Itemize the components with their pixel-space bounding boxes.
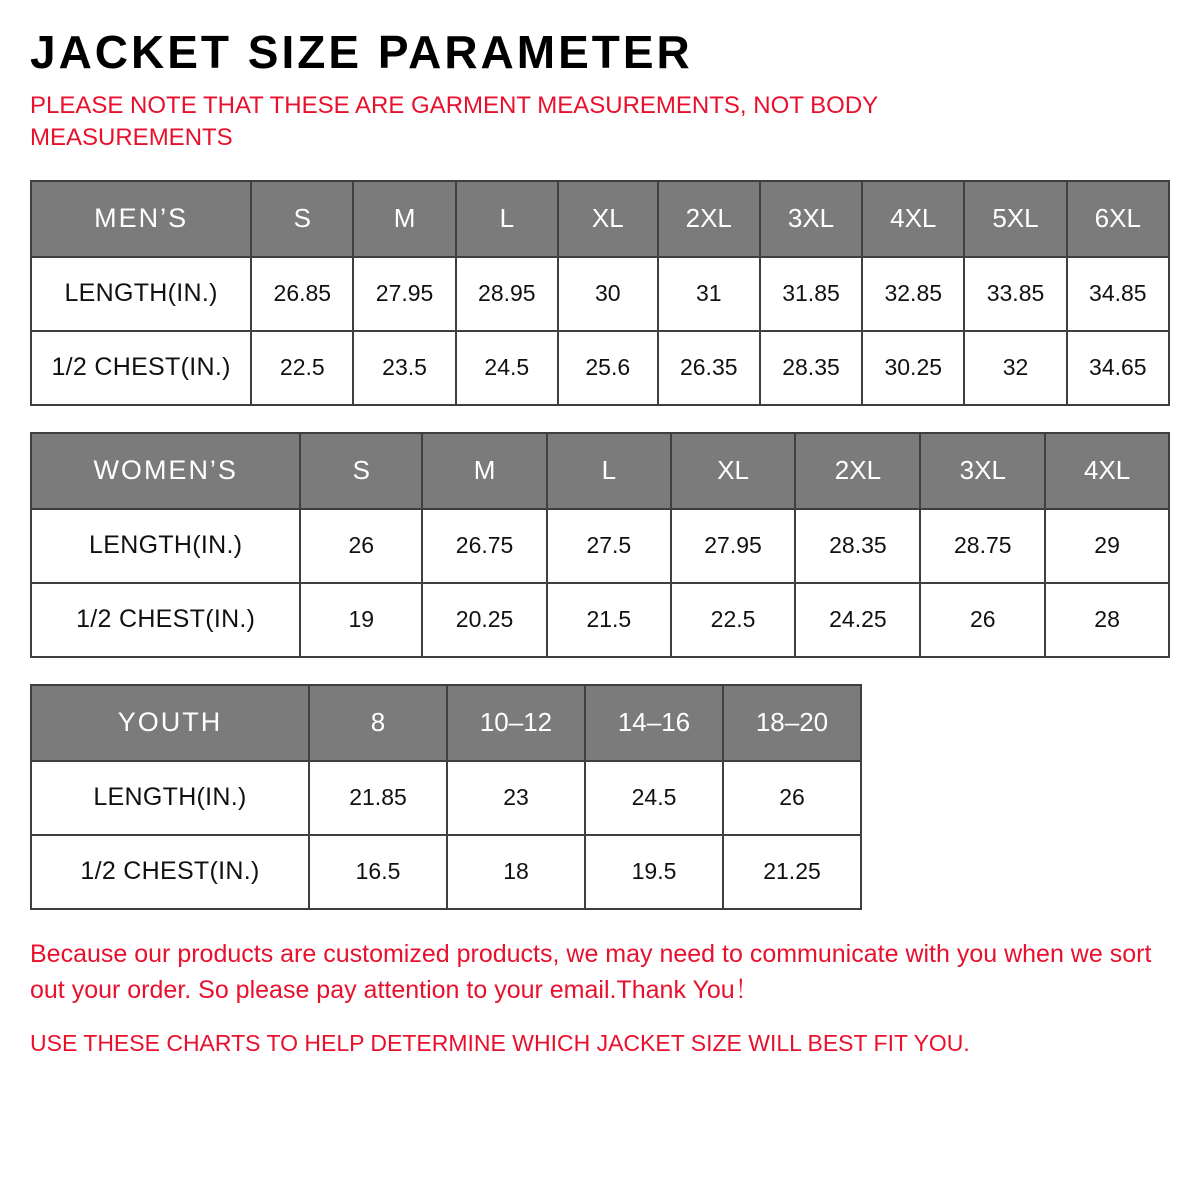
youth-cell: 21.85: [309, 761, 447, 835]
mens-cell: 33.85: [964, 257, 1066, 331]
table-row: [31, 331, 1169, 405]
womens-size-table: [30, 432, 1170, 658]
youth-size-header: 18–20: [723, 685, 861, 761]
youth-size-table: [30, 684, 862, 910]
youth-row-label: LENGTH(IN.): [31, 761, 309, 835]
womens-cell: 22.5: [671, 583, 796, 657]
womens-cell: 26: [920, 583, 1045, 657]
mens-size-header: 2XL: [658, 181, 760, 257]
mens-size-header: M: [353, 181, 455, 257]
mens-size-header: L: [456, 181, 558, 257]
table-header-row: [31, 685, 861, 761]
table-row: [31, 761, 861, 835]
mens-cell: 32: [964, 331, 1066, 405]
youth-row-label: 1/2 CHEST(IN.): [31, 835, 309, 909]
womens-size-header: S: [300, 433, 422, 509]
table-row: [31, 583, 1169, 657]
mens-size-header: 4XL: [862, 181, 964, 257]
table-row: [31, 835, 861, 909]
womens-cell: 26: [300, 509, 422, 583]
mens-size-header: XL: [558, 181, 658, 257]
womens-cell: 27.5: [547, 509, 671, 583]
mens-size-header: 6XL: [1067, 181, 1169, 257]
womens-cell: 19: [300, 583, 422, 657]
table-row: [31, 257, 1169, 331]
mens-size-header: 3XL: [760, 181, 862, 257]
mens-cell: 24.5: [456, 331, 558, 405]
womens-row-label: 1/2 CHEST(IN.): [31, 583, 300, 657]
table-header-row: [31, 181, 1169, 257]
womens-size-header: 4XL: [1045, 433, 1169, 509]
mens-cell: 25.6: [558, 331, 658, 405]
footer-chart-usage-note: USE THESE CHARTS TO HELP DETERMINE WHICH JACKET SIZE WILL BEST FIT YOU.: [30, 1030, 970, 1057]
womens-size-header: L: [547, 433, 671, 509]
table-row: [31, 509, 1169, 583]
table-header-row: [31, 433, 1169, 509]
mens-row-label: 1/2 CHEST(IN.): [31, 331, 251, 405]
youth-size-header: 8: [309, 685, 447, 761]
mens-cell: 22.5: [251, 331, 353, 405]
mens-cell: 27.95: [353, 257, 455, 331]
mens-cell: 23.5: [353, 331, 455, 405]
youth-cell: 19.5: [585, 835, 723, 909]
mens-cell: 28.95: [456, 257, 558, 331]
womens-cell: 21.5: [547, 583, 671, 657]
mens-cell: 34.65: [1067, 331, 1169, 405]
youth-cell: 21.25: [723, 835, 861, 909]
mens-corner-label: MEN’S: [31, 181, 251, 257]
mens-cell: 34.85: [1067, 257, 1169, 331]
mens-cell: 30.25: [862, 331, 964, 405]
womens-corner-label: WOMEN’S: [31, 433, 300, 509]
womens-cell: 28.35: [795, 509, 920, 583]
womens-size-header: 3XL: [920, 433, 1045, 509]
womens-row-label: LENGTH(IN.): [31, 509, 300, 583]
youth-size-header: 14–16: [585, 685, 723, 761]
youth-corner-label: YOUTH: [31, 685, 309, 761]
mens-cell: 32.85: [862, 257, 964, 331]
mens-size-header: 5XL: [964, 181, 1066, 257]
measurement-note: PLEASE NOTE THAT THESE ARE GARMENT MEASUREMENTS, NOT BODY MEASUREMENTS: [30, 92, 878, 151]
mens-size-header: S: [251, 181, 353, 257]
womens-size-header: 2XL: [795, 433, 920, 509]
page-title: JACKET SIZE PARAMETER: [30, 26, 693, 78]
mens-cell: 26.85: [251, 257, 353, 331]
womens-cell: 26.75: [422, 509, 547, 583]
womens-cell: 28.75: [920, 509, 1045, 583]
youth-cell: 23: [447, 761, 585, 835]
mens-cell: 31.85: [760, 257, 862, 331]
mens-cell: 26.35: [658, 331, 760, 405]
youth-cell: 16.5: [309, 835, 447, 909]
youth-cell: 26: [723, 761, 861, 835]
youth-size-header: 10–12: [447, 685, 585, 761]
womens-cell: 28: [1045, 583, 1169, 657]
womens-cell: 27.95: [671, 509, 796, 583]
womens-cell: 20.25: [422, 583, 547, 657]
mens-cell: 30: [558, 257, 658, 331]
youth-cell: 24.5: [585, 761, 723, 835]
womens-size-header: XL: [671, 433, 796, 509]
womens-cell: 24.25: [795, 583, 920, 657]
mens-row-label: LENGTH(IN.): [31, 257, 251, 331]
womens-size-header: M: [422, 433, 547, 509]
mens-cell: 28.35: [760, 331, 862, 405]
footer: [30, 936, 1170, 1060]
footer-customization-note: Because our products are customized products, we may need to communicate with you when we sort out your order. So please pay attention to your email.Thank You！: [30, 939, 1152, 1004]
youth-cell: 18: [447, 835, 585, 909]
mens-size-table: [30, 180, 1170, 406]
mens-cell: 31: [658, 257, 760, 331]
womens-cell: 29: [1045, 509, 1169, 583]
